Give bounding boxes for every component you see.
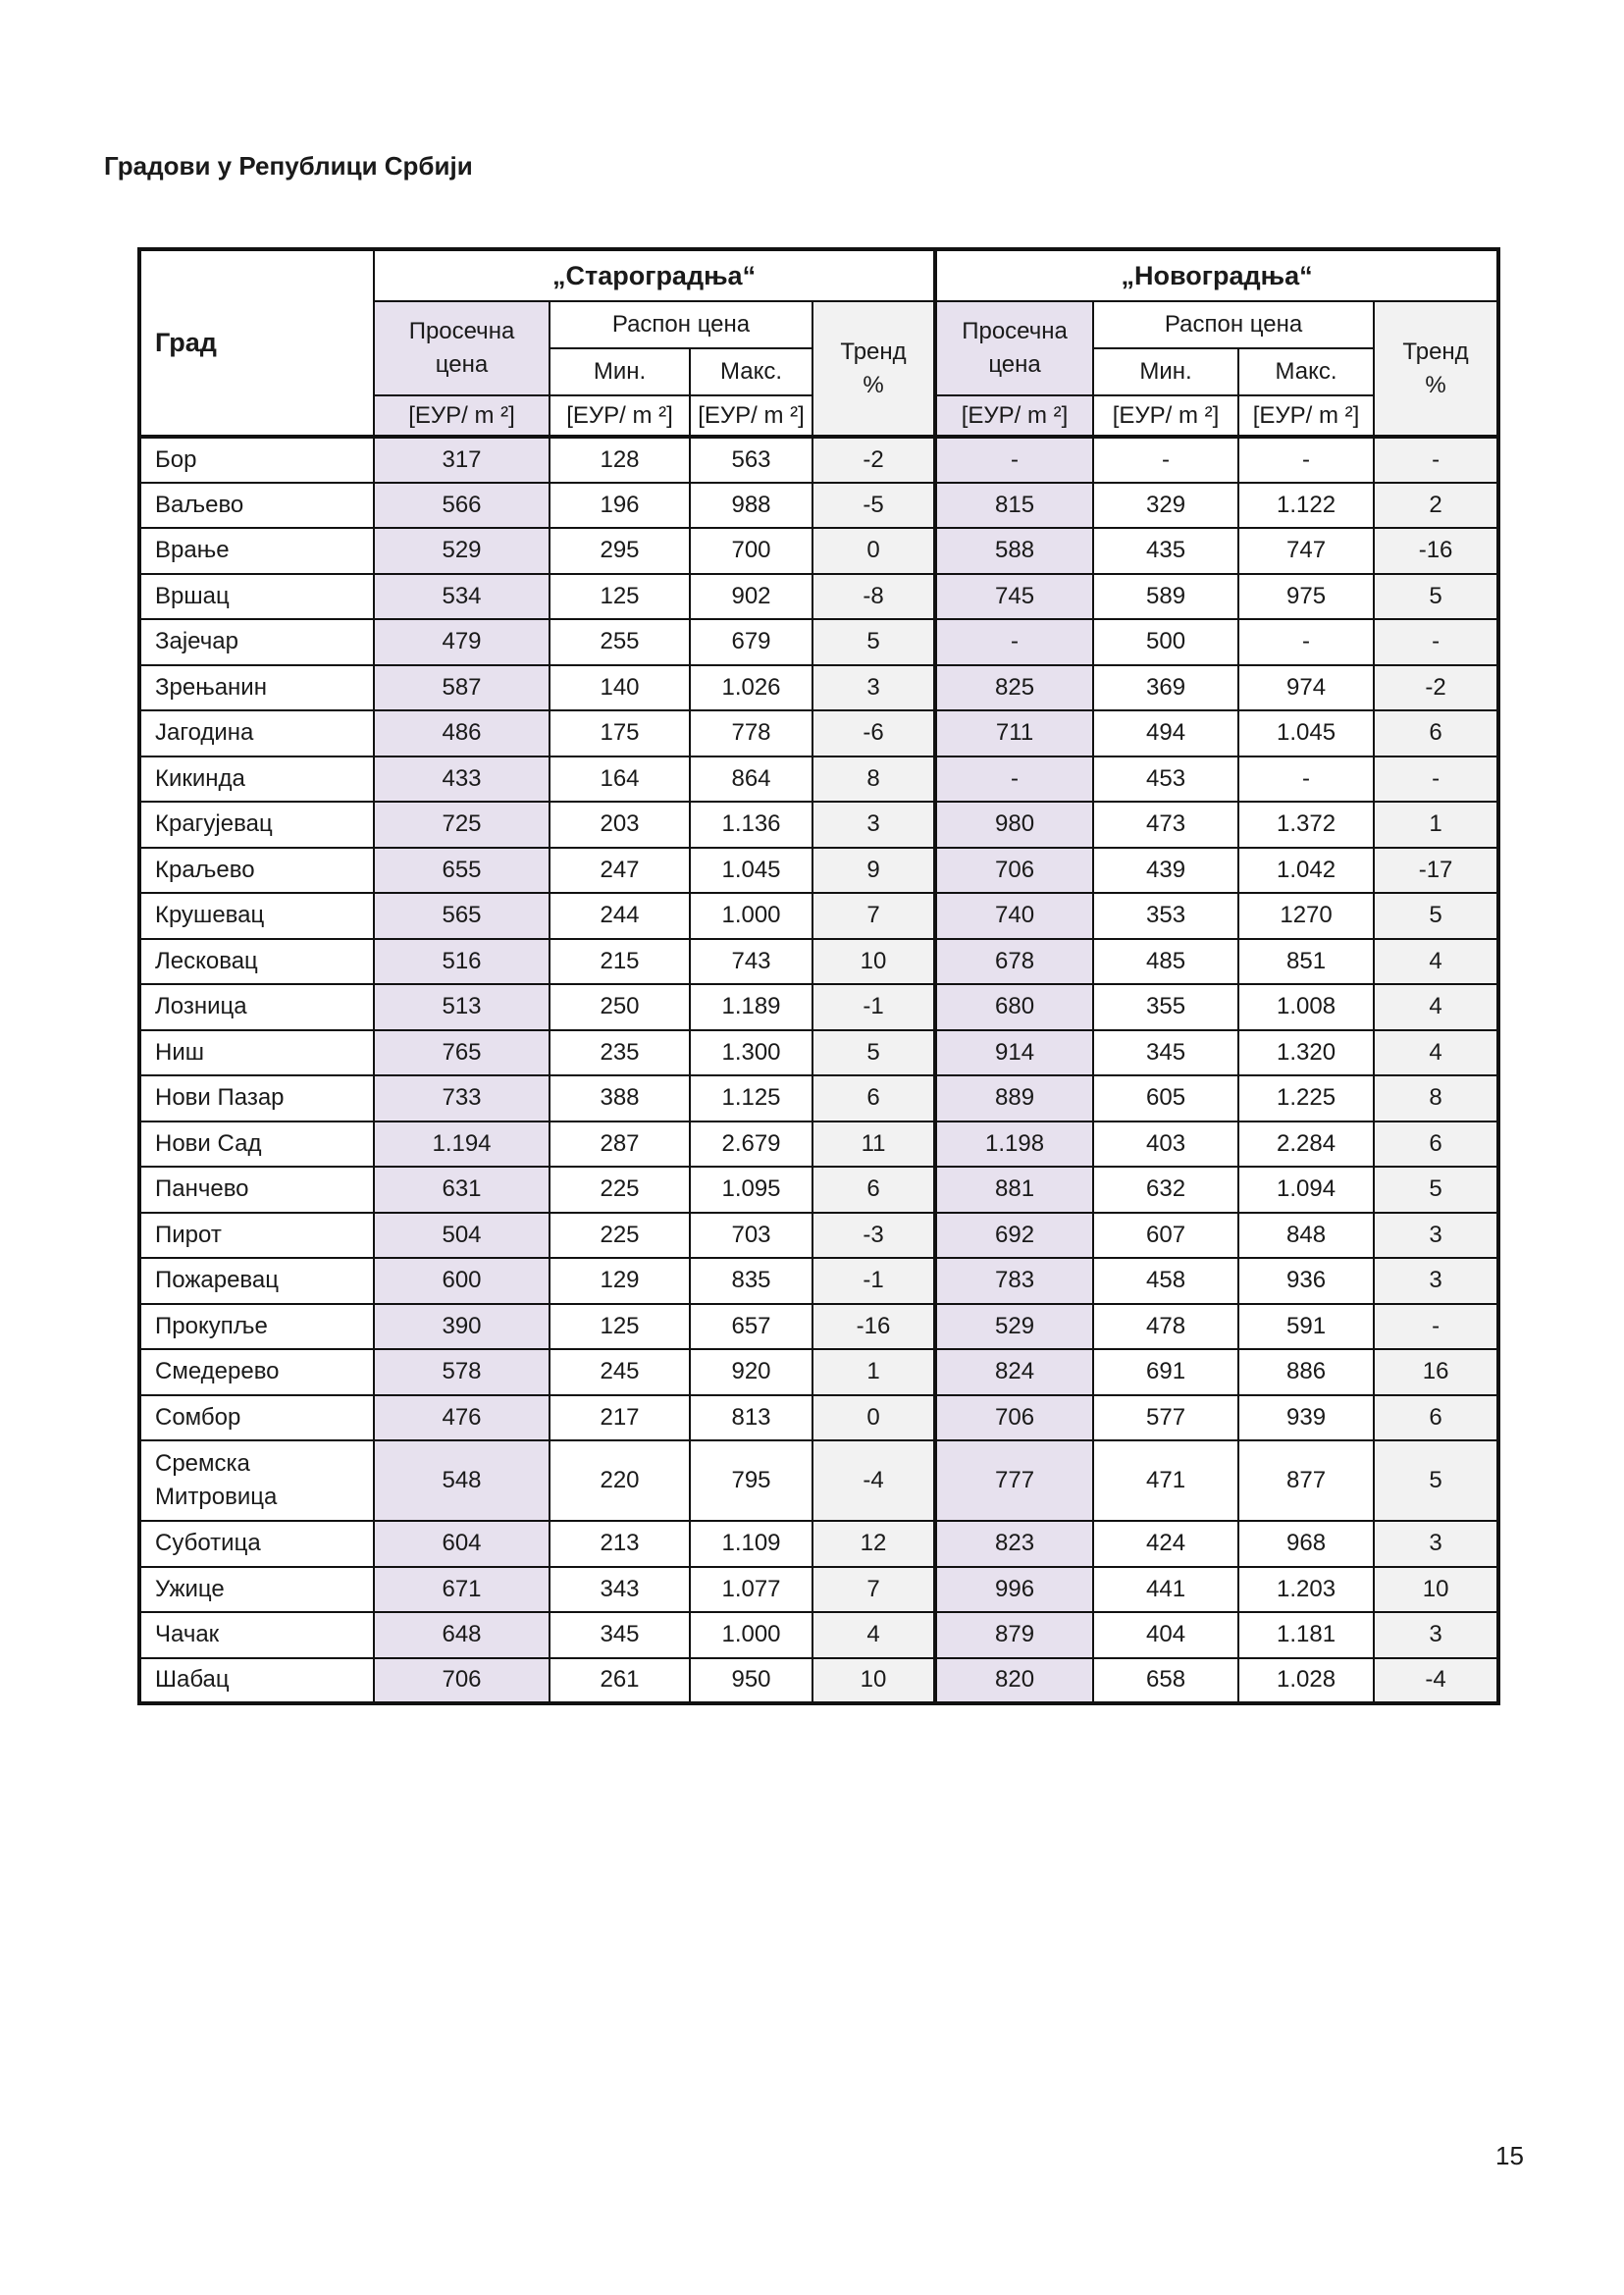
min-price-old-cell: 125 [550,574,690,620]
avg-price-new-cell: 914 [935,1030,1093,1076]
max-price-old-cell: 795 [690,1440,812,1521]
min-price-new-cell: 691 [1093,1349,1238,1395]
trend-new-cell: 10 [1374,1567,1498,1613]
min-price-new-cell: 453 [1093,756,1238,803]
trend-new-cell: - [1374,756,1498,803]
max-price-new-cell: 851 [1238,939,1374,985]
max-price-old-cell: 1.109 [690,1521,812,1567]
max-price-new-cell: 1.181 [1238,1612,1374,1658]
min-price-new-cell: 369 [1093,665,1238,711]
table-row [139,1440,1498,1521]
max-price-old-cell: 563 [690,437,812,483]
trend-old-cell: -5 [812,483,935,529]
city-cell: Сремска Митровица [139,1440,374,1521]
avg-price-old-cell: 317 [374,437,550,483]
avg-price-old-cell: 725 [374,802,550,848]
max-price-old-cell: 700 [690,528,812,574]
min-price-new-cell: 605 [1093,1075,1238,1121]
min-price-old-cell: 287 [550,1121,690,1168]
max-price-old-cell: 679 [690,619,812,665]
table-row [139,1349,1498,1395]
avg-price-old-cell: 433 [374,756,550,803]
max-price-new-cell: - [1238,619,1374,665]
avg-price-header-old: Просечна цена [374,301,550,395]
avg-price-old-cell: 566 [374,483,550,529]
trend-new-cell: 6 [1374,1395,1498,1441]
city-cell: Ваљево [139,483,374,529]
min-price-old-cell: 129 [550,1258,690,1304]
city-cell: Кикинда [139,756,374,803]
trend-old-cell: -1 [812,1258,935,1304]
unit-label: [ЕУР/ m ²] [374,395,550,437]
min-price-new-cell: 353 [1093,893,1238,939]
avg-price-new-cell: 823 [935,1521,1093,1567]
city-cell: Нови Пазар [139,1075,374,1121]
max-price-old-cell: 988 [690,483,812,529]
trend-new-cell: - [1374,437,1498,483]
max-price-old-cell: 1.300 [690,1030,812,1076]
city-cell: Чачак [139,1612,374,1658]
max-price-new-cell: 1.008 [1238,984,1374,1030]
trend-old-cell: 1 [812,1349,935,1395]
trend-new-cell: 6 [1374,1121,1498,1168]
min-price-new-cell: 404 [1093,1612,1238,1658]
trend-old-cell: 6 [812,1167,935,1213]
avg-price-old-cell: 604 [374,1521,550,1567]
min-price-old-cell: 261 [550,1658,690,1704]
trend-new-cell: 4 [1374,939,1498,985]
trend-new-cell: -16 [1374,528,1498,574]
trend-header-new: Тренд % [1374,301,1498,437]
min-price-old-cell: 247 [550,848,690,894]
city-cell: Прокупље [139,1304,374,1350]
trend-old-cell: 0 [812,528,935,574]
table-row [139,848,1498,894]
min-price-old-cell: 175 [550,710,690,756]
city-cell: Пирот [139,1213,374,1259]
page-number: 15 [1495,2141,1524,2170]
avg-price-old-cell: 390 [374,1304,550,1350]
avg-price-old-cell: 655 [374,848,550,894]
min-price-new-cell: 607 [1093,1213,1238,1259]
max-price-old-cell: 864 [690,756,812,803]
trend-old-cell: -16 [812,1304,935,1350]
trend-old-cell: 7 [812,1567,935,1613]
max-price-new-cell: 886 [1238,1349,1374,1395]
table-row [139,893,1498,939]
max-price-new-cell: 1270 [1238,893,1374,939]
max-price-old-cell: 703 [690,1213,812,1259]
table-row [139,710,1498,756]
avg-price-new-cell: 529 [935,1304,1093,1350]
min-price-new-cell: 658 [1093,1658,1238,1704]
trend-new-cell: -2 [1374,665,1498,711]
table-body [139,437,1498,1703]
avg-price-new-cell: 815 [935,483,1093,529]
city-cell: Лозница [139,984,374,1030]
min-price-old-cell: 235 [550,1030,690,1076]
avg-price-old-cell: 513 [374,984,550,1030]
max-header-old: Макс. [690,348,812,395]
table-row [139,1213,1498,1259]
max-price-old-cell: 813 [690,1395,812,1441]
avg-price-new-cell: 740 [935,893,1093,939]
min-price-old-cell: 215 [550,939,690,985]
trend-old-cell: 12 [812,1521,935,1567]
min-price-new-cell: 458 [1093,1258,1238,1304]
avg-price-old-cell: 706 [374,1658,550,1704]
avg-price-new-cell: 706 [935,1395,1093,1441]
city-cell: Крагујевац [139,802,374,848]
city-cell: Јагодина [139,710,374,756]
table-row [139,802,1498,848]
trend-old-cell: 10 [812,939,935,985]
trend-new-cell: 1 [1374,802,1498,848]
trend-old-cell: 5 [812,619,935,665]
unit-label: [ЕУР/ m ²] [1238,395,1374,437]
max-price-new-cell: 974 [1238,665,1374,711]
city-column-header: Град [139,249,374,437]
min-price-new-cell: 435 [1093,528,1238,574]
table-row [139,437,1498,483]
avg-price-old-cell: 648 [374,1612,550,1658]
table-row [139,756,1498,803]
city-cell: Нови Сад [139,1121,374,1168]
max-price-old-cell: 950 [690,1658,812,1704]
avg-price-new-cell: 588 [935,528,1093,574]
min-price-old-cell: 220 [550,1440,690,1521]
min-price-new-cell: 424 [1093,1521,1238,1567]
max-price-old-cell: 1.189 [690,984,812,1030]
avg-price-new-cell: 777 [935,1440,1093,1521]
city-cell: Шабац [139,1658,374,1704]
max-price-new-cell: 877 [1238,1440,1374,1521]
avg-price-old-cell: 479 [374,619,550,665]
avg-price-new-cell: 678 [935,939,1093,985]
table-row [139,665,1498,711]
max-header-new: Макс. [1238,348,1374,395]
avg-price-new-cell: 820 [935,1658,1093,1704]
city-cell: Лесковац [139,939,374,985]
min-price-new-cell: 439 [1093,848,1238,894]
trend-old-cell: 7 [812,893,935,939]
trend-old-cell: -6 [812,710,935,756]
max-price-old-cell: 743 [690,939,812,985]
table-row [139,1121,1498,1168]
max-price-old-cell: 657 [690,1304,812,1350]
max-price-new-cell: - [1238,756,1374,803]
city-cell: Зајечар [139,619,374,665]
max-price-old-cell: 920 [690,1349,812,1395]
min-price-new-cell: 473 [1093,802,1238,848]
min-price-new-cell: 355 [1093,984,1238,1030]
min-price-old-cell: 345 [550,1612,690,1658]
min-price-new-cell: 632 [1093,1167,1238,1213]
avg-price-new-cell: - [935,619,1093,665]
group-header-old: „Староградња“ [374,249,935,301]
trend-new-cell: 3 [1374,1258,1498,1304]
trend-new-cell: 5 [1374,574,1498,620]
trend-new-cell: - [1374,1304,1498,1350]
avg-price-new-cell: 879 [935,1612,1093,1658]
avg-price-old-cell: 504 [374,1213,550,1259]
max-price-old-cell: 1.000 [690,893,812,939]
max-price-old-cell: 1.000 [690,1612,812,1658]
avg-price-new-cell: 889 [935,1075,1093,1121]
trend-new-cell: 16 [1374,1349,1498,1395]
avg-price-old-cell: 600 [374,1258,550,1304]
max-price-old-cell: 1.125 [690,1075,812,1121]
trend-new-cell: -4 [1374,1658,1498,1704]
max-price-old-cell: 1.095 [690,1167,812,1213]
avg-price-new-cell: 825 [935,665,1093,711]
avg-price-new-cell: 824 [935,1349,1093,1395]
avg-price-old-cell: 565 [374,893,550,939]
min-price-old-cell: 244 [550,893,690,939]
city-cell: Сомбор [139,1395,374,1441]
trend-old-cell: 9 [812,848,935,894]
max-price-new-cell: 1.122 [1238,483,1374,529]
trend-old-cell: 3 [812,802,935,848]
table-row [139,984,1498,1030]
city-cell: Суботица [139,1521,374,1567]
min-price-old-cell: 164 [550,756,690,803]
page-title: Градови у Републици Србији [104,151,473,181]
trend-new-cell: 6 [1374,710,1498,756]
avg-price-new-cell: 745 [935,574,1093,620]
avg-price-old-cell: 476 [374,1395,550,1441]
min-price-new-cell: 441 [1093,1567,1238,1613]
trend-new-cell: 3 [1374,1612,1498,1658]
min-price-old-cell: 388 [550,1075,690,1121]
min-price-new-cell: 478 [1093,1304,1238,1350]
max-price-old-cell: 778 [690,710,812,756]
max-price-new-cell: 936 [1238,1258,1374,1304]
trend-new-cell: 5 [1374,1440,1498,1521]
avg-price-old-cell: 671 [374,1567,550,1613]
max-price-new-cell: 1.372 [1238,802,1374,848]
min-price-old-cell: 213 [550,1521,690,1567]
max-price-new-cell: 591 [1238,1304,1374,1350]
min-price-new-cell: 494 [1093,710,1238,756]
min-price-old-cell: 295 [550,528,690,574]
avg-price-old-cell: 733 [374,1075,550,1121]
max-price-new-cell: 2.284 [1238,1121,1374,1168]
max-price-new-cell: 975 [1238,574,1374,620]
avg-price-new-cell: 881 [935,1167,1093,1213]
trend-old-cell: -8 [812,574,935,620]
city-cell: Врање [139,528,374,574]
table-row [139,528,1498,574]
avg-price-old-cell: 529 [374,528,550,574]
avg-price-old-cell: 1.194 [374,1121,550,1168]
min-price-new-cell: 485 [1093,939,1238,985]
min-price-new-cell: 403 [1093,1121,1238,1168]
max-price-new-cell: 1.320 [1238,1030,1374,1076]
avg-price-new-cell: - [935,756,1093,803]
unit-label: [ЕУР/ m ²] [1093,395,1238,437]
trend-new-cell: -17 [1374,848,1498,894]
min-price-new-cell: 345 [1093,1030,1238,1076]
city-cell: Ужице [139,1567,374,1613]
min-price-new-cell: 471 [1093,1440,1238,1521]
trend-old-cell: 10 [812,1658,935,1704]
table-row [139,1258,1498,1304]
max-price-new-cell: 1.094 [1238,1167,1374,1213]
avg-price-old-cell: 587 [374,665,550,711]
city-cell: Зрењанин [139,665,374,711]
trend-old-cell: 5 [812,1030,935,1076]
avg-price-old-cell: 631 [374,1167,550,1213]
city-cell: Крушевац [139,893,374,939]
avg-price-new-cell: 783 [935,1258,1093,1304]
min-price-old-cell: 140 [550,665,690,711]
unit-label: [ЕУР/ m ²] [935,395,1093,437]
avg-price-old-cell: 516 [374,939,550,985]
city-cell: Пожаревац [139,1258,374,1304]
max-price-new-cell: 747 [1238,528,1374,574]
avg-price-old-cell: 548 [374,1440,550,1521]
table-row [139,1567,1498,1613]
trend-new-cell: 4 [1374,984,1498,1030]
min-price-new-cell: 500 [1093,619,1238,665]
min-price-old-cell: 250 [550,984,690,1030]
city-cell: Бор [139,437,374,483]
avg-price-old-cell: 578 [374,1349,550,1395]
avg-price-new-cell: 980 [935,802,1093,848]
trend-new-cell: 4 [1374,1030,1498,1076]
trend-old-cell: 4 [812,1612,935,1658]
min-price-new-cell: 329 [1093,483,1238,529]
trend-new-cell: 5 [1374,1167,1498,1213]
trend-old-cell: -1 [812,984,935,1030]
table-row [139,1075,1498,1121]
trend-new-cell: - [1374,619,1498,665]
table-row [139,939,1498,985]
min-header-old: Мин. [550,348,690,395]
max-price-old-cell: 835 [690,1258,812,1304]
max-price-old-cell: 1.045 [690,848,812,894]
avg-price-header-new: Просечна цена [935,301,1093,395]
table-row [139,1521,1498,1567]
avg-price-old-cell: 486 [374,710,550,756]
table-row [139,1030,1498,1076]
max-price-new-cell: - [1238,437,1374,483]
max-price-old-cell: 902 [690,574,812,620]
max-price-new-cell: 939 [1238,1395,1374,1441]
max-price-new-cell: 1.225 [1238,1075,1374,1121]
trend-new-cell: 8 [1374,1075,1498,1121]
avg-price-new-cell: 706 [935,848,1093,894]
max-price-new-cell: 968 [1238,1521,1374,1567]
trend-new-cell: 3 [1374,1213,1498,1259]
max-price-old-cell: 1.136 [690,802,812,848]
max-price-new-cell: 1.028 [1238,1658,1374,1704]
min-price-old-cell: 225 [550,1213,690,1259]
min-price-old-cell: 245 [550,1349,690,1395]
trend-new-cell: 3 [1374,1521,1498,1567]
min-price-new-cell: - [1093,437,1238,483]
table-row [139,1167,1498,1213]
max-price-new-cell: 1.042 [1238,848,1374,894]
max-price-old-cell: 2.679 [690,1121,812,1168]
trend-old-cell: -4 [812,1440,935,1521]
city-cell: Краљево [139,848,374,894]
min-price-old-cell: 217 [550,1395,690,1441]
avg-price-new-cell: 692 [935,1213,1093,1259]
price-table-container [137,247,1496,1705]
min-price-old-cell: 125 [550,1304,690,1350]
trend-old-cell: 8 [812,756,935,803]
trend-old-cell: 11 [812,1121,935,1168]
min-price-old-cell: 196 [550,483,690,529]
trend-old-cell: 6 [812,1075,935,1121]
avg-price-new-cell: 1.198 [935,1121,1093,1168]
trend-new-cell: 2 [1374,483,1498,529]
table-row [139,1304,1498,1350]
table-row [139,619,1498,665]
max-price-old-cell: 1.077 [690,1567,812,1613]
trend-old-cell: 3 [812,665,935,711]
table-row [139,483,1498,529]
unit-label: [ЕУР/ m ²] [550,395,690,437]
avg-price-new-cell: 711 [935,710,1093,756]
table-row [139,1612,1498,1658]
min-price-old-cell: 343 [550,1567,690,1613]
range-header-new: Распон цена [1093,301,1374,348]
min-price-old-cell: 225 [550,1167,690,1213]
min-price-old-cell: 128 [550,437,690,483]
city-cell: Вршац [139,574,374,620]
group-header-new: „Новоградња“ [935,249,1498,301]
max-price-old-cell: 1.026 [690,665,812,711]
avg-price-old-cell: 765 [374,1030,550,1076]
city-cell: Ниш [139,1030,374,1076]
min-price-old-cell: 255 [550,619,690,665]
trend-new-cell: 5 [1374,893,1498,939]
unit-label: [ЕУР/ m ²] [690,395,812,437]
price-table [137,247,1500,1705]
avg-price-new-cell: 996 [935,1567,1093,1613]
trend-header-old: Тренд % [812,301,935,437]
avg-price-new-cell: 680 [935,984,1093,1030]
table-row [139,1658,1498,1704]
table-row [139,574,1498,620]
min-price-new-cell: 577 [1093,1395,1238,1441]
city-cell: Панчево [139,1167,374,1213]
max-price-new-cell: 1.045 [1238,710,1374,756]
range-header-old: Распон цена [550,301,812,348]
min-header-new: Мин. [1093,348,1238,395]
table-row [139,1395,1498,1441]
trend-old-cell: -3 [812,1213,935,1259]
city-cell: Смедерево [139,1349,374,1395]
max-price-new-cell: 848 [1238,1213,1374,1259]
avg-price-old-cell: 534 [374,574,550,620]
min-price-new-cell: 589 [1093,574,1238,620]
trend-old-cell: 0 [812,1395,935,1441]
trend-old-cell: -2 [812,437,935,483]
avg-price-new-cell: - [935,437,1093,483]
max-price-new-cell: 1.203 [1238,1567,1374,1613]
min-price-old-cell: 203 [550,802,690,848]
